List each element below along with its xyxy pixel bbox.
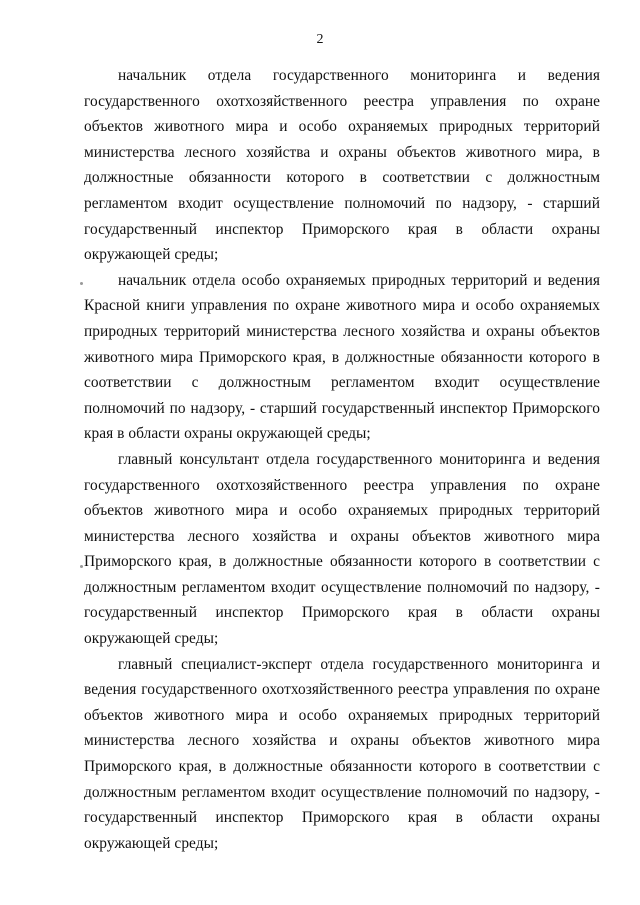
page-number: 2 (316, 32, 324, 47)
paragraph-1: начальник отдела государственного мониторинга и ведения государственного охотхозяйственного реестра управления по охране объектов животного мира и особо охраняемых природных территорий министерства лесного хозяйства и охраны объектов животного мира, в должностные обязанности которого в соответствии с должностным регламентом входит осуществление полномочий по надзору, - старший государственный инспектор Приморского края в области охраны окружающей среды; (84, 67, 600, 264)
paragraph-2: начальник отдела особо охраняемых природных территорий и ведения Красной книги управления по охране животного мира и особо охраняемых природных территорий министерства лесного хозяйства и охраны объектов животного мира Приморского края, в должностные обязанности которого в соответствии с должностным регламентом входит осуществление полномочий по надзору, - старший государственный инспектор Приморского края в области охраны окружающей среды; (84, 271, 600, 443)
scan-mark (80, 565, 83, 568)
scan-mark (80, 282, 83, 285)
document-body (84, 63, 600, 856)
paragraph-3: главный консультант отдела государственного мониторинга и ведения государственного охотхозяйственного реестра управления по охране объектов животного мира и особо охраняемых природных территорий министерства лесного хозяйства и охраны объектов животного мира Приморского края, в должностные обязанности которого в соответствии с должностным регламентом входит осуществление полномочий по надзору, - государственный инспектор Приморского края в области охраны окружающей среды; (84, 450, 600, 648)
paragraph-4: главный специалист-эксперт отдела государственного мониторинга и ведения государственного охотхозяйственного реестра управления по охране объектов животного мира и особо охраняемых природных территорий министерства лесного хозяйства и охраны объектов животного мира Приморского края, в должностные обязанности которого в соответствии с должностным регламентом входит осуществление полномочий по надзору, - государственный инспектор Приморского края в области охраны окружающей среды; (84, 655, 600, 852)
